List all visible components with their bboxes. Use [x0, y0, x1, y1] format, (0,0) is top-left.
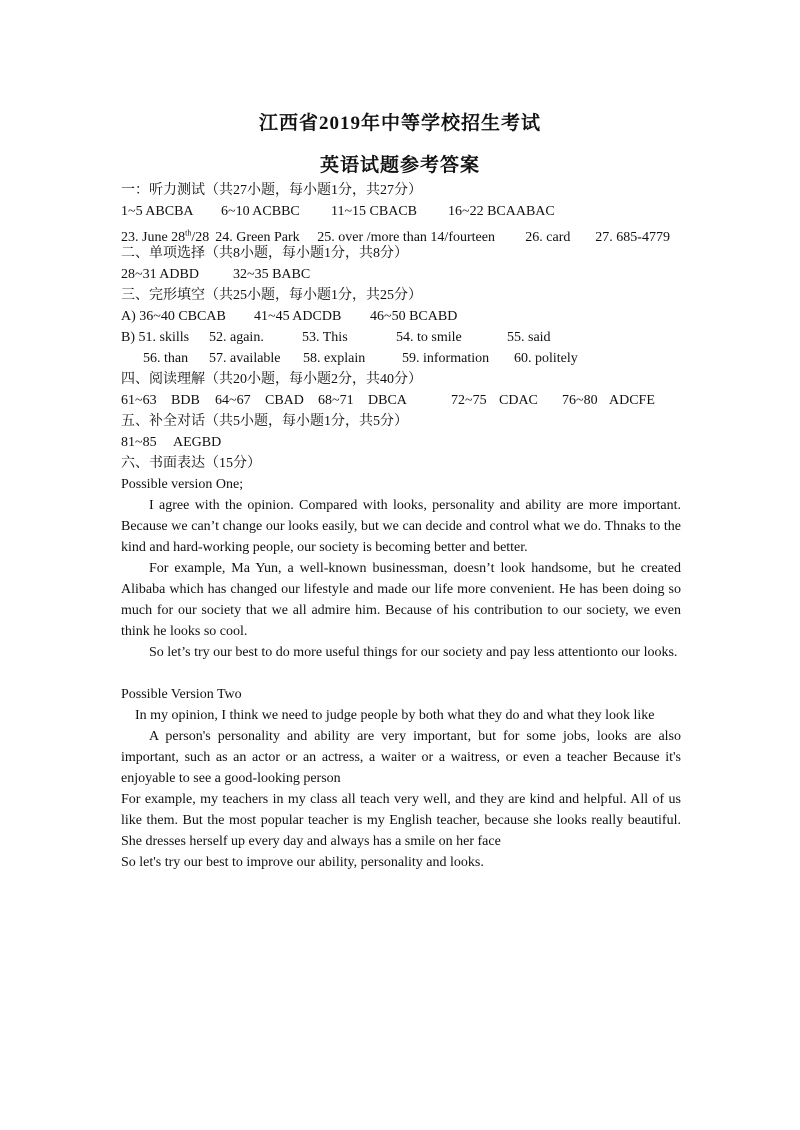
version-two-paragraph-1: In my opinion, I think we need to judge people by both what they do and what they look like — [135, 708, 655, 723]
answer-row-cloze-a — [121, 306, 681, 327]
answer-group: 1~5 ABCBA — [121, 204, 194, 219]
version-two-paragraph-2: A person's personality and ability are very important, but for some jobs, looks are also important, such as an actor or an actress, a waiter or a waitress, or even a teacher Because it's enjoyable to see a good-looking person — [121, 729, 681, 786]
section-heading-grammar: 二、单项选择（共8小题，每小题1分，共8分） — [121, 246, 408, 261]
answer-26: 26. card — [525, 229, 571, 245]
answer-row-grammar — [121, 264, 681, 285]
answer-item: 53. This — [302, 330, 348, 345]
version-one-paragraph-2: For example, Ma Yun, a well-known businessman, doesn’t look handsome, but he created Alibaba which has changed our lifestyle and made our life more convenient. He has been doing so much for our society that we all admire him. Because of his contribution to our society, we even think he looks so cool. — [121, 561, 681, 639]
version-two-paragraph-4: So let's try our best to improve our ability, personality and looks. — [121, 855, 484, 870]
answer-group: 32~35 BABC — [233, 267, 311, 282]
section-heading-writing: 六、书面表达（15分） — [121, 456, 261, 471]
version-one-paragraph-1: I agree with the opinion. Compared with looks, personality and ability are more important. Because we can’t change our looks easily, but we can decide and control what we do. Thnaks to the kind and hard-working people, our society is becoming better and better. — [121, 498, 681, 555]
answer-item: 55. said — [507, 330, 551, 345]
answer-group: 16~22 BCAABAC — [448, 204, 555, 219]
answer-body — [121, 180, 681, 873]
version-two-label: Possible Version Two — [121, 687, 242, 702]
answer-item: 59. information — [402, 351, 490, 366]
answer-item: 60. politely — [514, 351, 578, 366]
answer-25: 25. over /more than 14/fourteen — [317, 229, 495, 245]
answer-24: 24. Green Park — [215, 229, 300, 245]
answer-row-listening-2 — [121, 222, 681, 243]
section-heading-listening: 一：听力测试（共27小题，每小题1分，共27分） — [121, 183, 422, 198]
answer-group: 46~50 BCABD — [370, 309, 458, 324]
section-heading-cloze: 三、完形填空（共25小题，每小题1分，共25分） — [121, 288, 422, 303]
answer-row-dialogue: 81~85 AEGBD — [121, 435, 222, 450]
answer-row-cloze-b2 — [121, 348, 681, 369]
answer-row-cloze-b1 — [121, 327, 681, 348]
version-one-paragraph-3: So let’s try our best to do more useful things for our society and pay less attentionto our looks. — [149, 645, 678, 660]
answer-row-listening-1 — [121, 201, 681, 222]
answer-item: 54. to smile — [396, 330, 462, 345]
version-one-label: Possible version One; — [121, 477, 244, 492]
section-heading-dialogue: 五、补全对话（共5小题，每小题1分，共5分） — [121, 414, 408, 429]
answer-group: 11~15 CBACB — [331, 204, 418, 219]
answer-item: 52. again. — [209, 330, 264, 345]
document-title: 江西省2019年中等学校招生考试 — [258, 113, 541, 134]
version-two-paragraph-3: For example, my teachers in my class all teach very well, and they are kind and helpful. All of us like them. But the most popular teacher is my English teacher, because she looks really beautiful. She dresses herself up every day and always has a smile on her face — [121, 792, 681, 849]
answer-group: A) 36~40 CBCAB — [121, 309, 226, 324]
answer-group: 41~45 ADCDB — [254, 309, 342, 324]
answer-group: 6~10 ACBBC — [221, 204, 300, 219]
answer-item: 58. explain — [303, 351, 366, 366]
document-subtitle: 英语试题参考答案 — [319, 155, 480, 176]
answer-item: 56. than — [143, 351, 189, 366]
answer-27: 27. 685-4779 — [595, 229, 670, 245]
answer-row-reading: 61~63 BDB 64~67 CBAD 68~71 DBCA 72~75 CDAC 76~80 ADCFE — [121, 393, 655, 408]
answer-item: 57. available — [209, 351, 281, 366]
answer-group: 28~31 ADBD — [121, 267, 199, 282]
answer-23: 23. June 28th/28 — [121, 228, 210, 245]
answer-item: B) 51. skills — [121, 330, 190, 345]
section-heading-reading: 四、阅读理解（共20小题，每小题2分，共40分） — [121, 372, 422, 387]
